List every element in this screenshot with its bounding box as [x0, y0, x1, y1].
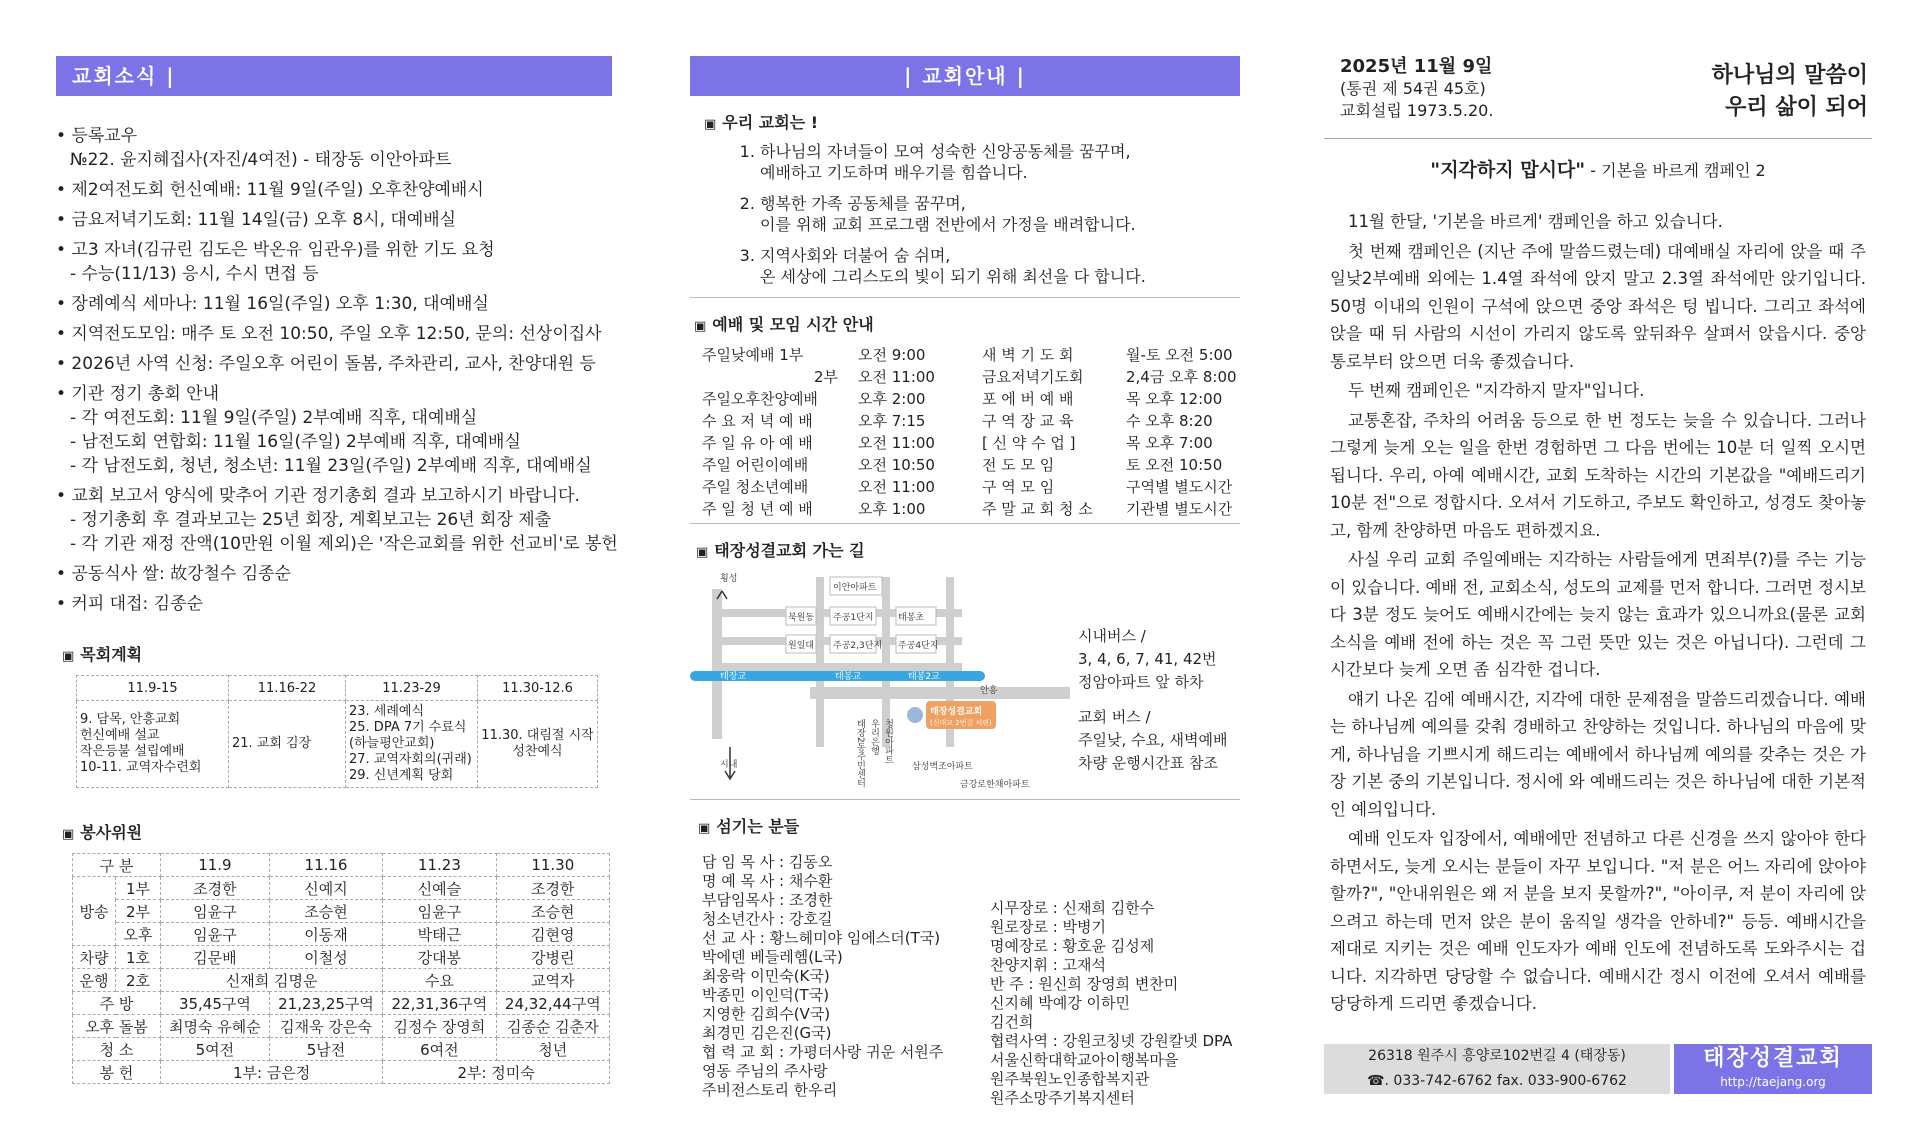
intro-item: 3. 지역사회와 더불어 숨 쉬며, 온 세상에 그리스도의 빛이 되기 위해 최선을 다 합니다. — [760, 245, 1240, 287]
map-graphic — [690, 569, 1070, 799]
divider — [690, 297, 1240, 298]
service-cell: 2부: 정미숙 — [383, 1061, 610, 1084]
service-cell: 조승현 — [496, 900, 609, 923]
service-cell: 21,23,25구역 — [269, 992, 382, 1015]
service-label: 청 소 — [73, 1038, 161, 1061]
info-column — [690, 56, 1240, 1145]
article-body — [1324, 208, 1872, 1018]
times-cell: 오전 11:00 — [858, 367, 935, 386]
map-label-taebongcho: 태봉초 — [898, 613, 925, 623]
map-label-hoengseong: 횡성 — [720, 574, 738, 584]
service-cell: 임윤구 — [383, 900, 496, 923]
times-cell: 오후 7:15 — [858, 411, 926, 430]
service-label: 차량 — [73, 946, 116, 969]
times-title: ▣ 예배 및 모임 시간 안내 — [694, 315, 874, 334]
service-cell: 박태근 — [383, 923, 496, 946]
map-label-ianapt: 이안아파트 — [833, 583, 877, 593]
motto: 하나님의 말씀이 우리 삶이 되어 — [1711, 63, 1868, 120]
service-cell: 김정수 장영희 — [383, 1015, 496, 1038]
service-cell: 강병린 — [496, 946, 609, 969]
service-header: 11.9 — [161, 854, 270, 877]
issue-info: 2025년 11월 9일 (통권 제 54권 45호) 교회설립 1973.5.20. — [1340, 56, 1494, 120]
times-cell: 오후 1:00 — [858, 499, 926, 518]
plan-header: 11.23-29 — [346, 676, 478, 701]
service-cell: 신예슬 — [383, 877, 496, 900]
service-cell: 신재희 김명운 — [161, 969, 383, 992]
news-item: • 등록교우 №22. 윤지혜집사(자진/4여전) - 태장동 이안아파트 — [56, 126, 452, 170]
service-cell: 조승현 — [269, 900, 382, 923]
news-list — [56, 124, 618, 616]
article-paragraph: 두 번째 캠페인은 "지각하지 말자"입니다. — [1348, 381, 1645, 400]
times-cell: 주일오후찬양예배 — [702, 389, 818, 408]
map-label-bridge2: 태봉교 — [835, 672, 862, 682]
times-cell: 새 벽 기 도 회 — [982, 345, 1074, 364]
times-cell: 구역별 별도시간 — [1126, 477, 1233, 496]
service-cell: 강대봉 — [383, 946, 496, 969]
service-cell: 조경한 — [161, 877, 270, 900]
plan-header: 11.30-12.6 — [478, 676, 598, 701]
people-list: 담 임 목 사 : 김동오 명 예 목 사 : 채수환 부담임목사 : 조경한 청소년간사 : 강호길 선 교 사 : 황느헤미야 임에스더(T국) 박에덴 베들레헴(L국) 최웅락 이민숙(K국) 박종민 이인덕(T국) 지영한 김희수(V국) 최경민 김은진(G국) 협 력 교 회 : 가평더사랑 귀운 서원주 영동 주님의 주사랑 주비전스토리 한우리 시무장로 : 신재희 김한수 원로장로 : 박병기 명예장로 : 황호윤 김성제 찬양지휘 : 고재석 반 주 : 원신희 장영희 변찬미 신지혜 박예강 이하민 김건희 협력사역 : 강원코칭넷 강원칼넷 DPA 서울신학대학교아이행복마을 원주북원노인종합복지관 원주소망주기복지센터 — [702, 853, 1233, 1107]
map-label-sinae: 시내 — [720, 760, 738, 770]
service-label: 방송 — [73, 877, 116, 946]
service-cell: 청년 — [496, 1038, 609, 1061]
bus-info: 시내버스 / 3, 4, 6, 7, 41, 42번 정암아파트 앞 하차 교회 버스 / 주일낮, 수요, 새벽예배 차량 운행시간표 참조 — [1078, 627, 1228, 772]
service-cell: 1호 — [116, 946, 161, 969]
service-cell: 5남전 — [269, 1038, 382, 1061]
service-cell: 이동재 — [269, 923, 382, 946]
service-cell: 김종순 김춘자 — [496, 1015, 609, 1038]
masthead — [1324, 56, 1872, 139]
times-cell: 오전 10:50 — [858, 455, 935, 474]
plan-header: 11.16-22 — [229, 676, 346, 701]
times-cell: 구 역 모 임 — [982, 477, 1055, 496]
news-item: • 장례예식 세마나: 11월 16일(주일) 오후 1:30, 대예배실 — [56, 294, 489, 314]
intro-title: ▣ 우리 교회는 ! — [704, 113, 819, 132]
times-cell: 수 요 저 녁 예 배 — [702, 411, 813, 430]
info-header: | 교회안내 | — [690, 56, 1240, 96]
times-cell: 월-토 오전 5:00 — [1126, 345, 1233, 364]
news-column — [56, 56, 618, 1084]
times-cell: 주일낮예배 1부 — [702, 345, 804, 364]
plan-cell: 23. 세례예식 25. DPA 7기 수료식 (하늘평안교회) 27. 교역자회의(귀래) 29. 신년계획 당회 — [346, 701, 478, 788]
map-label-col1: 태장2동주민센터 — [855, 719, 865, 788]
service-cell: 1부 — [116, 877, 161, 900]
map-label-church-sub: (신대교 2번길 서편) — [930, 719, 992, 727]
intro-list — [690, 141, 1240, 287]
footer — [1324, 1044, 1872, 1094]
map-label-geumgang: 금강로한채아파트 — [960, 780, 1030, 790]
service-cell: 신예지 — [269, 877, 382, 900]
service-cell: 22,31,36구역 — [383, 992, 496, 1015]
map-label-jugong1: 주공1단지 — [833, 613, 874, 623]
service-cell: 수요 — [383, 969, 496, 992]
service-label: 운행 — [73, 969, 116, 992]
service-cell: 김현영 — [496, 923, 609, 946]
news-item: • 2026년 사역 신청: 주일오후 어린이 돌봄, 주차관리, 교사, 찬양대원 등 — [56, 354, 596, 374]
article-paragraph: 교통혼잡, 주차의 어려움 등으로 한 번 정도는 늦을 수 있습니다. 그러나 그렇게 늦게 오는 일을 한번 경험하면 그 다음 번에는 10분 더 일찍 오시면 됩니다. 우리, 아예 예배시간, 교회 도착하는 시간의 기본값을 "예배드리기 10분 전"으로 정합시다. 오셔서 기도하고, 주보도 확인하고, 성경도 찾아놓고, 함께 찬양하면 마음도 편하겠지요. — [1330, 410, 1866, 540]
times-cell: 수 오후 8:20 — [1126, 411, 1213, 430]
times-cell: 목 오후 7:00 — [1126, 433, 1213, 452]
plan-title: ▣ 목회계획 — [62, 645, 143, 664]
times-cell: 전 도 모 임 — [982, 455, 1055, 474]
news-header: 교회소식 | — [56, 56, 612, 96]
plan-cell: 9. 담목, 안흥교회 헌신예배 설교 작은등불 설립예배 10-11. 교역자수련회 — [77, 701, 229, 788]
map-label-wonildae: 원일대 — [788, 641, 815, 651]
service-label: 주 방 — [73, 992, 161, 1015]
article-paragraph: 얘기 나온 김에 예배시간, 지각에 대한 문제점을 말씀드리겠습니다. 예배는 하나님께 예의를 갖춰 경배하고 찬양하는 것입니다. 하나님의 마음에 맞게, 하나님을 기쁘시게 해드리는 예배에서 하나님께 예의를 갖추는 것은 가장 기본 중의 기본입니다. 정시에 와 예배드리는 것은 하나님에 대한 기본적인 예의입니다. — [1330, 689, 1866, 819]
news-item: • 커피 대접: 김종순 — [56, 594, 203, 614]
news-item: • 금요저녁기도회: 11월 14일(금) 오후 8시, 대예배실 — [56, 210, 457, 230]
map-label-col2: 우리은행 — [869, 719, 879, 755]
service-cell: 35,45구역 — [161, 992, 270, 1015]
service-label: 오후 돌봄 — [73, 1015, 161, 1038]
article-paragraph: 사실 우리 교회 주일예배는 지각하는 사람들에게 면죄부(?)를 주는 기능이 있습니다. 예배 전, 교회소식, 성도의 교제를 먼저 합니다. 그러면 정시보다 3분 정도 늦어도 예배시간에는 늦지 않는 효과가 있으니까요(물론 교회소식을 예배 전에 하는 것은 꼭 그런 뜻만 있는 것은 아닙니다). 그런데 그 시간보다 늦게 오면 좀 심각한 겁니다. — [1330, 550, 1866, 679]
times-cell: 목 오후 12:00 — [1126, 389, 1223, 408]
times-table — [700, 343, 1240, 519]
service-cell: 임윤구 — [161, 900, 270, 923]
map-label-bugwondong: 북원동 — [788, 613, 815, 623]
service-table — [72, 853, 610, 1084]
news-item: • 공동식사 쌀: 故강철수 김종순 — [56, 564, 292, 584]
church-logo: 태장성결교회 http://taejang.org — [1674, 1044, 1872, 1094]
map-label-col3: 청원아파트 — [883, 719, 893, 764]
service-header: 11.30 — [496, 854, 609, 877]
service-cell: 김문배 — [161, 946, 270, 969]
plan-table — [76, 675, 598, 788]
intro-item: 1. 하나님의 자녀들이 모여 성숙한 신앙공동체를 꿈꾸며, 예배하고 기도하며 배우기를 힘씁니다. — [760, 141, 1240, 183]
sermon-column — [1324, 56, 1872, 1089]
map-label-bridge3: 태봉2교 — [908, 672, 940, 682]
times-cell: 토 오전 10:50 — [1126, 455, 1223, 474]
service-cell: 오후 — [116, 923, 161, 946]
service-header: 11.23 — [383, 854, 496, 877]
service-cell: 김재욱 강은숙 — [269, 1015, 382, 1038]
news-item: • 고3 자녀(김규린 김도은 박온유 임관우)를 위한 기도 요청 - 수능(11/13) 응시, 수시 면접 등 — [56, 240, 495, 284]
map-label-bridge1: 태장교 — [720, 672, 747, 682]
service-title: ▣ 봉사위원 — [62, 823, 143, 842]
article-paragraph: 11월 한달, '기본을 바르게' 캠페인을 하고 있습니다. — [1348, 212, 1723, 231]
plan-cell: 21. 교회 김장 — [229, 701, 346, 788]
map-label-anheung: 안흥 — [980, 686, 998, 696]
service-cell: 이철성 — [269, 946, 382, 969]
times-cell: 주일 어린이예배 — [702, 455, 809, 474]
news-item: • 기관 정기 총회 안내 - 각 여전도회: 11월 9일(주일) 2부예배 직후, 대예배실 - 남전도회 연합회: 11월 16일(주일) 2부예배 직후, 대예배실 - 각 남전도회, 청년, 청소년: 11월 23일(주일) 2부예배 직후, 대예배실 — [56, 384, 592, 476]
map-label-jugong23: 주공2,3단지 — [833, 641, 883, 651]
people-title: ▣ 섬기는 분들 — [698, 817, 800, 836]
times-cell: 2,4금 오후 8:00 — [1126, 367, 1237, 386]
service-cell: 2호 — [116, 969, 161, 992]
service-cell: 임윤구 — [161, 923, 270, 946]
service-header: 구 분 — [73, 854, 161, 877]
article-title: "지각하지 맙시다" - 기본을 바르게 캠페인 2 — [1430, 159, 1766, 181]
plan-cell: 11.30. 대림절 시작 성찬예식 — [478, 701, 598, 788]
map-label-samsung: 삼성벽조아파트 — [912, 762, 973, 772]
article-paragraph: 예배 인도자 입장에서, 예배에만 전념하고 다른 신경을 쓰지 않아야 한다 하면서도, 늦게 오시는 분들이 자꾸 보입니다. "저 분은 어느 자리에 앉아야 할까?", "안내위원은 왜 저 분을 보지 못할까?", "아이쿠, 저 분이 자리에 앉으려고 하는데 먼저 앉은 분이 움직일 생각을 안하네?" 등등. 예배시간을 제대로 지키는 것은 예배 인도자가 예배 인도에 전념하도록 도와주시는 겁니다. 지각하면 당당할 수 없습니다. 예배시간 정시 이전에 오셔서 예배를 당당하게 드리면 좋겠습니다. — [1330, 829, 1866, 1013]
times-cell: 오전 9:00 — [858, 345, 926, 364]
service-cell: 2부 — [116, 900, 161, 923]
news-item: • 지역전도모임: 매주 토 오전 10:50, 주일 오후 12:50, 문의: 선상이집사 — [56, 324, 602, 344]
news-item: • 교회 보고서 양식에 맞추어 기관 정기총회 결과 보고하시기 바랍니다. - 정기총회 후 결과보고는 25년 회장, 계획보고는 26년 회장 제출 - 각 기관 재정 잔액(10만원 이월 제외)은 '작은교회를 위한 선교비'로 봉헌 — [56, 486, 618, 554]
footer-address: 26318 원주시 흥양로102번길 4 (태장동) ☎. 033-742-6762 fax. 033-900-6762 — [1324, 1044, 1670, 1094]
plan-header: 11.9-15 — [77, 676, 229, 701]
map-title: ▣ 태장성결교회 가는 길 — [696, 541, 865, 560]
service-header: 11.16 — [269, 854, 382, 877]
divider — [690, 523, 1240, 524]
service-label: 봉 헌 — [73, 1061, 161, 1084]
directions-map — [690, 569, 1240, 799]
times-cell: [ 신 약 수 업 ] — [982, 433, 1076, 452]
times-cell: 금요저녁기도회 — [982, 367, 1084, 386]
times-cell: 포 에 버 예 배 — [982, 389, 1074, 408]
times-cell: 기관별 별도시간 — [1126, 499, 1233, 518]
times-cell: 2부 — [813, 367, 838, 386]
article-paragraph: 첫 번째 캠페인은 (지난 주에 말씀드렸는데) 대예배실 자리에 앉을 때 주일낮2부예배 외에는 1.4열 좌석에 앉지 말고 2.3열 좌석에만 앉기입니다. 50명 이내의 인원이 구석에 앉으면 중앙 좌석은 텅 빕니다. 그리고 좌석에 앉을 때 뒤 사람의 시선이 가리지 않도록 앞뒤좌우 살펴서 앉읍시다. 중앙 통로부터 앉으면 더욱 좋겠습니다. — [1330, 241, 1866, 371]
service-cell: 조경한 — [496, 877, 609, 900]
times-cell: 구 역 장 교 육 — [982, 411, 1074, 430]
divider — [690, 799, 1240, 800]
intro-item: 2. 행복한 가족 공동체를 꿈꾸며, 이를 위해 교회 프로그램 전반에서 가정을 배려합니다. — [760, 193, 1240, 235]
news-item: • 제2여전도회 헌신예배: 11월 9일(주일) 오후찬양예배시 — [56, 180, 484, 200]
service-cell: 교역자 — [496, 969, 609, 992]
service-cell: 최명숙 유혜순 — [161, 1015, 270, 1038]
service-cell: 1부: 금은정 — [161, 1061, 383, 1084]
times-cell: 오후 2:00 — [858, 389, 926, 408]
times-cell: 오전 11:00 — [858, 477, 935, 496]
service-cell: 5여전 — [161, 1038, 270, 1061]
service-cell: 24,32,44구역 — [496, 992, 609, 1015]
map-label-church: 태장성결교회 — [930, 707, 983, 717]
times-cell: 주 일 청 년 예 배 — [702, 499, 813, 518]
times-cell: 주 일 유 아 예 배 — [702, 433, 813, 452]
times-cell: 오전 11:00 — [858, 433, 935, 452]
map-label-jugong4: 주공4단지 — [898, 641, 939, 651]
times-cell: 주 말 교 회 청 소 — [982, 499, 1093, 518]
service-cell: 6여전 — [383, 1038, 496, 1061]
times-cell: 주일 청소년예배 — [702, 477, 809, 496]
